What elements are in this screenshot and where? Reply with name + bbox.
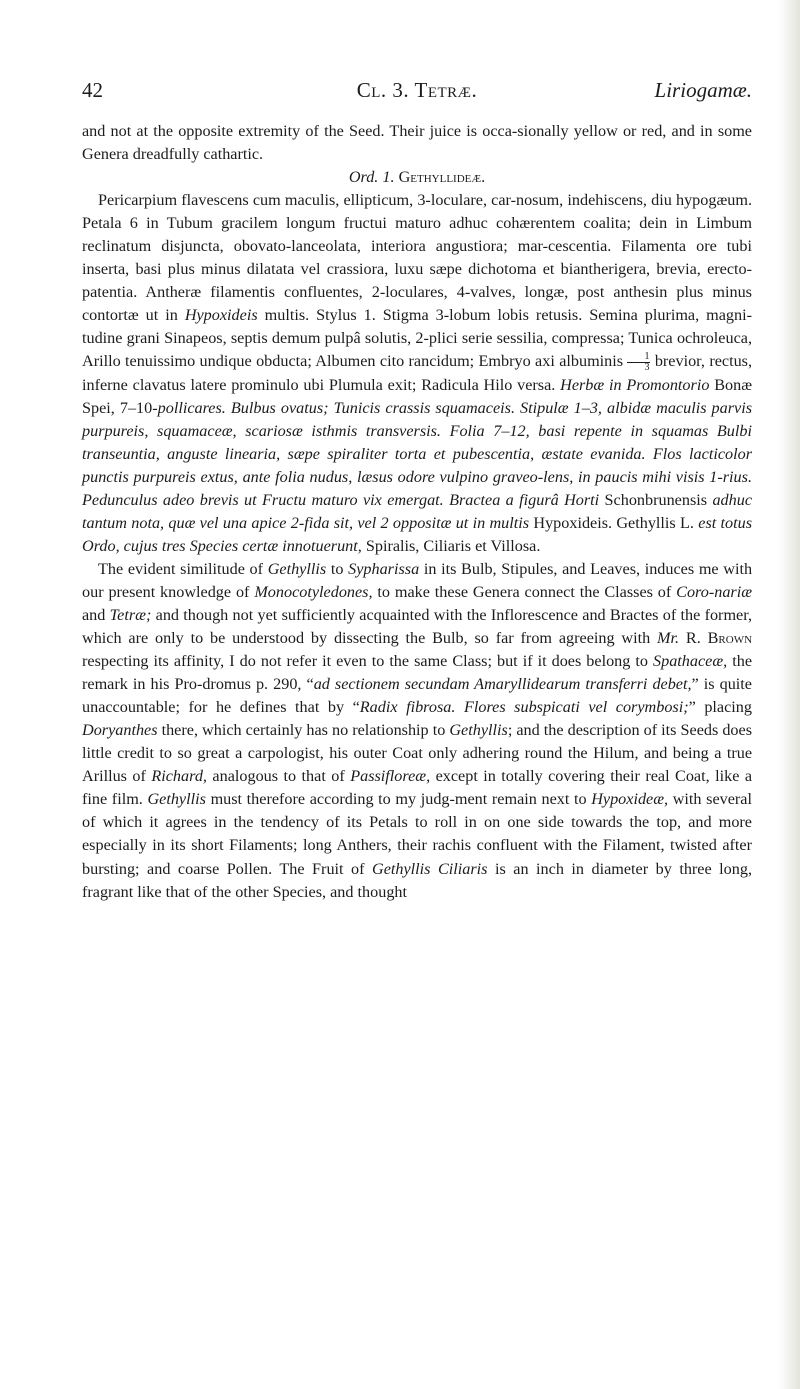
species-text-f: Hypoxideis. Gethyllis L. [533,513,694,532]
term-spathaceae: Spathaceæ, [653,652,728,671]
species-text-c: pollicares. Bulbus ovatus; Tunicis crassis squamaceis. Stipulæ 1–3, albidæ maculis parvis purpureis, squamaceæ, scariosæ isthmis transversis. Folia 7–12, basi repente in squamas Bulbi transeuntia, anguste linearia, sæpe spiraliter torta et pubescentia, æstate evanida. Flos lacticolor punctis purpureis extus, ante folia nudus, læsus odore vulpino graveo-lens, in paucis mihi visis 1-rius. Pedunculus adeo brevis ut Fructu maturo vix emergat. Bractea a figurâ Horti [82,398,752,509]
term-richard: Richard, [151,767,207,786]
discussion-text: and [82,605,106,624]
species-text-g: est totus Ordo, cujus tres Species certæ innotuerunt, [82,513,753,555]
discussion-text: R. [685,629,701,648]
term-passifloreae: Passifloreæ, [350,767,431,786]
order-heading [82,166,752,189]
discussion-text: ; and the description of its Seeds does little credit to so great a carpologist, his outer Coat only adhering round the Hilum, and being a true Arillus of [82,721,752,786]
discussion-text: ” placing [688,698,752,717]
species-text-e: adhuc tantum nota, quæ vel una apice 2-fida sit, vel 2 oppositæ ut in multis [82,490,752,532]
species-text-d: Schonbrunensis [604,490,708,509]
discussion-text: and though not yet sufficiently acquainted with the Inflorescence and Bractes of the former, which are only to be understood by dissecting the Bulb, so far from agreeing with [82,605,753,648]
discussion-text: the remark in his Pro-dromus p. 290, “ [82,652,753,694]
term-sypharissa: Sypharissa [348,559,420,578]
term-gethyllis: Gethyllis [449,721,508,740]
book-page [82,78,752,904]
author-brown: Brown [707,629,753,648]
paragraph-1: and not at the opposite extremity of the Seed. Their juice is occa-sionally yellow or red, and in some Genera dreadfully cathartic. [82,122,752,164]
class-heading: Cl. 3. Tetræ. [356,78,478,102]
discussion-text: ” is quite unaccountable; for he defines that by “ [82,675,752,717]
page-body [82,120,752,904]
order-label: Ord. 1. [348,168,395,187]
term-coronariae: Coro-nariæ [676,582,753,601]
quote-radix-fibrosa: Radix fibrosa. Flores subspicati vel corymbosi; [359,698,689,717]
term-gethyllis: Gethyllis [267,559,327,578]
discussion-text: to make these Genera connect the Classes of [377,582,672,601]
page-number: 42 [82,78,103,102]
discussion-text: is an inch in diameter by three long, fragrant like that of the other Species, and thought [82,859,752,901]
discussion-text: analogous to that of [212,767,345,786]
fraction-numerator: 1 [627,352,650,363]
paragraph-discussion [82,558,752,904]
term-tetrae: Tetræ; [109,605,152,624]
paragraph-description [82,189,752,558]
discussion-text: The evident similitude of [98,559,264,578]
discussion-text: except in totally covering their real Coat, like a fine film. [82,767,753,809]
quote-amaryllidearum: ad sectionem secundam Amaryllidearum transferri debet, [313,675,692,694]
family-heading: Liriogamæ. [654,78,752,102]
fraction-denominator: 3 [644,362,650,374]
discussion-text: in its Bulb, Stipules, and Leaves, induces me with our present knowledge of [82,559,753,601]
fraction-one-third [627,352,650,373]
term-doryanthes: Doryanthes [82,721,158,740]
species-text-h: Spiralis, Ciliaris et Villosa. [365,536,541,555]
term-hypoxideae: Hypoxideæ, [591,790,669,809]
discussion-text: to [330,559,344,578]
running-head [82,78,752,108]
discussion-text: respecting its affinity, I do not refer it even to the same Class; but if it does belong to [82,652,648,671]
page-edge [778,0,800,1389]
term-monocotyledones: Monocotyledones, [254,582,373,601]
description-text-b: multis. Stylus 1. Stigma 3-lobum lobis retusis. Semina plurima, magni-tudine grani Sinapeos, septis demum pulpâ solutis, 2-plici serie sessilia, compressa; Tunica ochroleuca, Arillo tenuissimo undique obducta; Albumen cito rancidum; Embryo axi albuminis [82,306,753,371]
term-gethyllis: Gethyllis [147,790,206,809]
discussion-text: must therefore according to my judg-ment remain next to [210,790,587,809]
description-text-a: Pericarpium flavescens cum maculis, ellipticum, 3-loculare, car-nosum, indehiscens, diu hypogæum. Petala 6 in Tubum gracilem longum fructui maturo adhuc cohærentem coalita; dein in Limbum reclinatum disjuncta, obovato-lanceolata, interiora angustiora; mar-cescentia. Filamenta ore tubi inserta, basi plus minus dilatata vel crassiora, luxu sæpe dichotoma et biantherigera, brevia, erecto-patentia. Antheræ filamentis confluentes, 2-loculares, 4-valves, longæ, post anthesin plus minus contortæ ut in [82,191,752,325]
term-mr: Mr. [657,629,680,648]
term-hypoxideis: Hypoxideis [184,306,258,325]
order-name: Gethyllideæ. [398,168,486,187]
species-text-a: Herbæ in Promontorio [560,375,710,394]
discussion-text: there, which certainly has no relationship to [161,721,446,740]
term-gethyllis-ciliaris: Gethyllis Ciliaris [372,859,488,878]
species-text-b: Bonæ Spei, 7–10- [82,375,753,417]
discussion-text: with several of which it agrees in the tendency of its Petals to roll in on one side towards the top, and more especially in its short Filaments; long Anthers, their rachis confluent with the Filament, twisted after bursting; and coarse Pollen. The Fruit of [82,790,752,878]
description-text-c: brevior, rectus, inferne clavatus latere prominulo ubi Plumula exit; Radicula Hilo versa. [82,352,753,394]
